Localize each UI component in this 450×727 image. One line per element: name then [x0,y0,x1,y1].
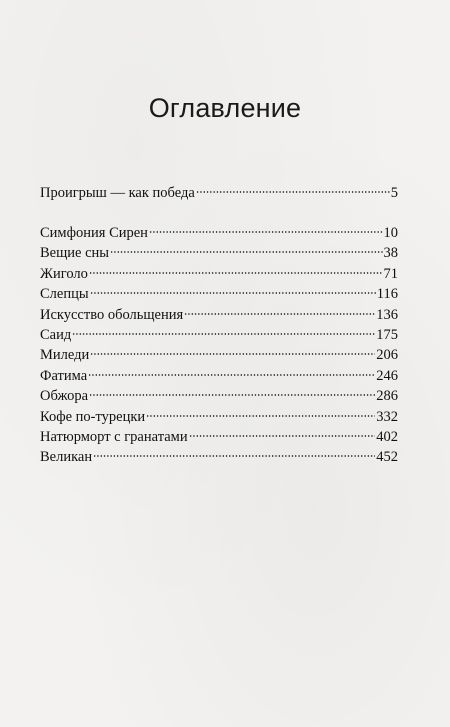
toc-entry-page: 452 [376,449,398,466]
toc-entry-page: 206 [376,347,398,364]
toc-stories-list [40,223,398,468]
toc-entry-page: 175 [376,326,398,343]
toc-entry-page: 38 [383,245,398,262]
toc-entry-page: 402 [376,428,398,445]
toc-entry [40,243,398,263]
toc-entry-title: Искусство обольщения [40,306,184,323]
toc-entry [40,264,398,284]
dot-leader [90,291,376,295]
toc-entry-title: Миледи [40,347,90,364]
toc-entry-title: Саид [40,326,72,343]
toc-intro-list [40,183,398,203]
toc-entry-title: Проигрыш — как победа [40,185,195,201]
toc-entry-page: 286 [376,388,398,405]
toc-entry-page: 71 [383,265,398,282]
toc-entry [40,447,398,467]
toc-entry-page: 332 [376,408,398,425]
dot-leader [146,414,375,418]
toc-entry-title: Слепцы [40,286,89,303]
dot-leader [149,230,383,234]
toc-entry-title: Симфония Сирен [40,225,148,241]
toc-entry-page: 10 [383,225,398,241]
toc-entry-title: Фатима [40,367,88,384]
dot-leader [189,434,376,438]
toc-entry [40,284,398,304]
dot-leader [93,454,375,458]
page-title: Оглавление [148,93,302,123]
toc-entry-title: Кофе по-турецки [40,408,146,425]
toc-entry [40,305,398,325]
toc-entry-title: Обжора [40,388,89,405]
toc-entry-page: 246 [376,367,398,384]
dot-leader [72,332,375,336]
toc-entry-title: Великан [40,449,93,466]
dot-leader [88,373,375,377]
toc-entry-page: 116 [376,286,398,303]
dot-leader [110,250,382,254]
toc-entry [40,386,398,406]
toc-entry [40,223,398,243]
toc-entry-title: Натюрморт с гранатами [40,428,188,445]
dot-leader [89,271,383,275]
dot-leader [184,312,375,316]
toc-entry [40,325,398,345]
dot-leader [196,190,390,194]
toc-entry [40,427,398,447]
toc-entry-title: Жиголо [40,265,88,282]
toc-entry-page: 136 [376,306,398,323]
toc-entry [40,366,398,386]
toc-entry [40,183,398,203]
toc-entry [40,407,398,427]
toc-entry-title: Вещие сны [40,245,110,262]
toc-entry [40,345,398,365]
toc-entry-page: 5 [390,185,398,201]
dot-leader [89,393,375,397]
dot-leader [90,352,375,356]
